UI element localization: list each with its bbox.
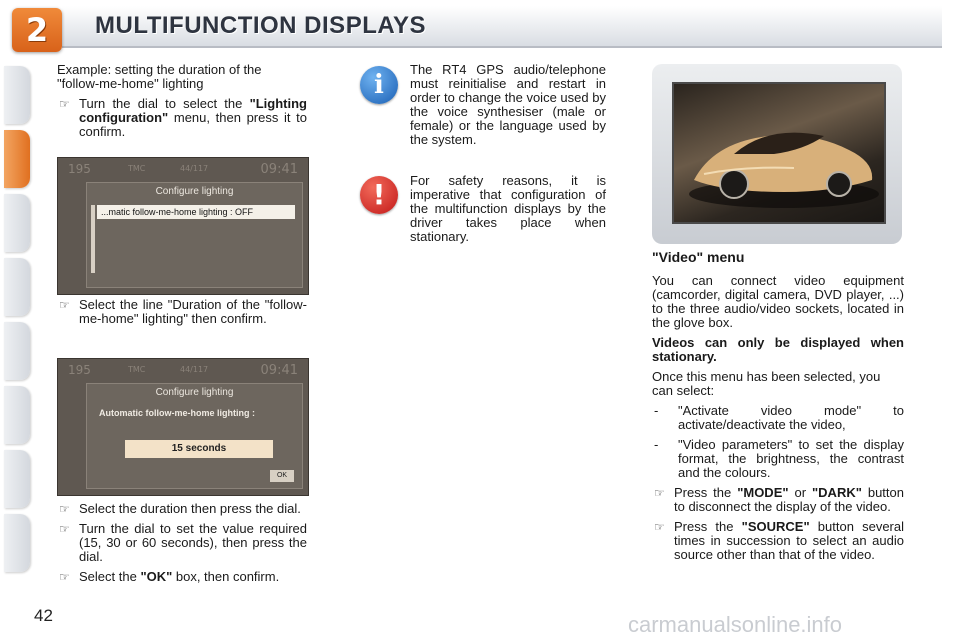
pointing-hand-icon: ☞ — [59, 522, 70, 536]
instruction-step — [57, 298, 307, 326]
screen-status-bar — [58, 158, 308, 180]
step-text: Press the — [674, 519, 742, 534]
left-column-steps — [57, 502, 307, 590]
chapter-tab-2[interactable] — [4, 130, 30, 188]
video-display-screen — [672, 82, 886, 224]
step-text: Press the — [674, 485, 738, 500]
step-text: menu, then press it to confirm. — [79, 110, 307, 139]
screen-menu-title: Configure lighting — [155, 387, 234, 398]
instruction-step — [57, 97, 307, 139]
pointing-hand-icon: ☞ — [59, 298, 70, 312]
instruction-step — [652, 520, 904, 562]
chapter-tab-6[interactable] — [4, 386, 30, 444]
page-title: MULTIFUNCTION DISPLAYS — [95, 12, 427, 39]
screen-scrollbar — [91, 205, 95, 273]
chapter-tab-4[interactable] — [4, 258, 30, 316]
screen-frequency: 195 — [68, 363, 91, 377]
info-icon: i — [360, 66, 398, 104]
video-option — [652, 438, 904, 480]
pointing-hand-icon: ☞ — [654, 486, 665, 500]
step-bold: "SOURCE" — [741, 519, 810, 534]
right-column — [652, 250, 904, 568]
screen-menu-panel — [86, 182, 303, 288]
step-text: button to disconnect the display of the video. — [674, 485, 904, 514]
chapter-tab-1[interactable] — [4, 66, 30, 124]
step-text: box, then confirm. — [172, 569, 280, 584]
video-intro: You can connect video equipment (camcorder, digital camera, DVD player, ...) to the three audio/video sockets, located in the glove box. — [652, 273, 904, 330]
pointing-hand-icon: ☞ — [59, 502, 70, 516]
instruction-step — [57, 570, 307, 584]
step-text: Turn the dial to select the — [79, 96, 250, 111]
chapter-tab-3[interactable] — [4, 194, 30, 252]
screen-setting-label: Automatic follow-me-home lighting : — [99, 408, 255, 418]
screen-menu-row: ...matic follow-me-home lighting : OFF — [97, 205, 295, 219]
step-bold: "MODE" — [737, 485, 789, 500]
chapter-tab-strip — [0, 58, 38, 588]
info-note-text: The RT4 GPS audio/telephone must reinitialise and restart in order to change the voice used by the voice synthesiser (male or female) or the language used by the system. — [410, 62, 606, 147]
step-bold: "Lighting configuration" — [79, 96, 307, 125]
page-number: 42 — [34, 606, 53, 625]
video-option — [652, 404, 904, 432]
screen-image-1 — [57, 157, 309, 295]
screen-frequency: 195 — [68, 162, 91, 176]
chapter-tab-5[interactable] — [4, 322, 30, 380]
pointing-hand-icon: ☞ — [654, 520, 665, 534]
video-warning: Videos can only be displayed when stationary. — [652, 335, 904, 364]
screen-ok-button: OK — [270, 470, 294, 482]
screen-tmc: TMC — [128, 164, 146, 173]
step-text: Select the — [79, 569, 141, 584]
pointing-hand-icon: ☞ — [59, 570, 70, 584]
step-text: Turn the dial to set the value required (15, 30 or 60 seconds), then press the dial. — [79, 521, 307, 564]
option-text: "Video parameters" to set the display format, the brightness, the contrast and the colours. — [678, 437, 904, 480]
video-display-device — [652, 64, 902, 244]
screen-clock: 09:41 — [260, 162, 298, 177]
car-image — [674, 84, 884, 222]
step-text: Select the duration then press the dial. — [79, 501, 301, 516]
chapter-tab-8[interactable] — [4, 514, 30, 572]
info-note — [410, 63, 606, 153]
video-options-intro: Once this menu has been selected, you can select: — [652, 369, 881, 398]
dash-mark: - — [654, 437, 659, 452]
screen-setting-value: 15 seconds — [125, 440, 273, 458]
step-text: or — [788, 485, 812, 500]
left-column-step2 — [57, 298, 307, 332]
dash-mark: - — [654, 403, 659, 418]
page-header — [0, 0, 960, 58]
section-heading: "Video" menu — [652, 249, 745, 265]
screen-menu-panel — [86, 383, 303, 489]
intro-text: Example: setting the duration of the "follow-me-home" lighting — [57, 62, 262, 91]
screen-menu-title: Configure lighting — [155, 186, 234, 197]
warning-note — [410, 174, 606, 250]
instruction-step — [57, 502, 307, 516]
screen-image-2 — [57, 358, 309, 496]
step-bold: "DARK" — [812, 485, 862, 500]
chapter-number: 2 — [25, 11, 49, 49]
warning-note-text: For safety reasons, it is imperative that configuration of the multifunction displays by the driver takes place when stationary. — [410, 173, 606, 244]
screen-status-bar — [58, 359, 308, 381]
screen-tmc: TMC — [128, 365, 146, 374]
watermark: carmanualsonline.info — [628, 612, 843, 637]
chapter-tab-7[interactable] — [4, 450, 30, 508]
option-text: "Activate video mode" to activate/deactivate the video, — [678, 403, 904, 432]
pointing-hand-icon: ☞ — [59, 97, 70, 111]
step-text: Select the line "Duration of the "follow-me-home" lighting" then confirm. — [79, 297, 307, 326]
instruction-step — [652, 486, 904, 514]
instruction-step — [57, 522, 307, 564]
screen-clock: 09:41 — [260, 363, 298, 378]
step-text: button several times in succession to select an audio source other than that of the video. — [674, 519, 905, 562]
left-column — [57, 63, 307, 145]
screen-track: 44/117 — [180, 365, 209, 374]
warning-icon: ! — [360, 176, 398, 214]
screen-track: 44/117 — [180, 164, 209, 173]
step-bold: "OK" — [140, 569, 173, 584]
chapter-badge — [12, 8, 62, 52]
